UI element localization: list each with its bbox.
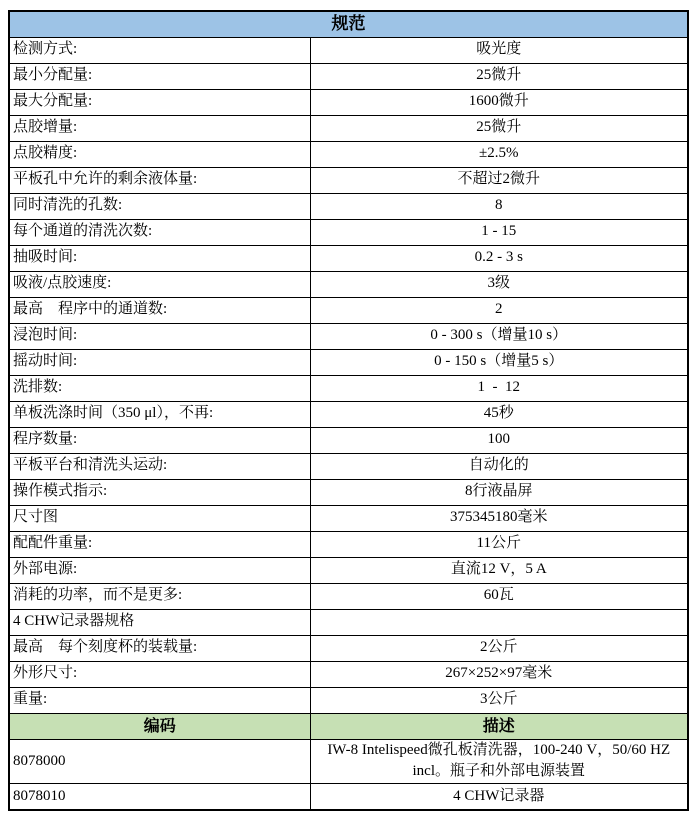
spec-label: 点胶精度: — [9, 141, 310, 167]
spec-label: 同时清洗的孔数: — [9, 193, 310, 219]
spec-value: 375345180毫米 — [310, 505, 688, 531]
spec-value: 吸光度 — [310, 37, 688, 63]
spec-value: 25微升 — [310, 63, 688, 89]
spec-value: 3公斤 — [310, 687, 688, 713]
spec-label: 操作模式指示: — [9, 479, 310, 505]
spec-row — [9, 505, 688, 531]
spec-value: 2 — [310, 297, 688, 323]
spec-row — [9, 271, 688, 297]
spec-label: 平板平台和清洗头运动: — [9, 453, 310, 479]
spec-row — [9, 323, 688, 349]
spec-value: 100 — [310, 427, 688, 453]
spec-row — [9, 557, 688, 583]
spec-label: 点胶增量: — [9, 115, 310, 141]
spec-label: 外形尺寸: — [9, 661, 310, 687]
spec-row — [9, 167, 688, 193]
spec-value: 0 - 150 s（增量5 s） — [310, 349, 688, 375]
spec-label: 浸泡时间: — [9, 323, 310, 349]
spec-label: 重量: — [9, 687, 310, 713]
spec-value: 不超过2微升 — [310, 167, 688, 193]
spec-rows-section — [9, 37, 688, 713]
spec-row — [9, 37, 688, 63]
code-row — [9, 784, 688, 811]
spec-label: 每个通道的清洗次数: — [9, 219, 310, 245]
spec-label: 尺寸图 — [9, 505, 310, 531]
spec-row — [9, 141, 688, 167]
spec-row — [9, 115, 688, 141]
spec-label: 最大分配量: — [9, 89, 310, 115]
spec-label: 4 CHW记录器规格 — [9, 609, 310, 635]
spec-label: 配配件重量: — [9, 531, 310, 557]
spec-value: 60瓦 — [310, 583, 688, 609]
spec-label: 外部电源: — [9, 557, 310, 583]
spec-value: 自动化的 — [310, 453, 688, 479]
spec-label: 程序数量: — [9, 427, 310, 453]
spec-table — [8, 10, 689, 811]
product-code: 8078010 — [9, 784, 310, 811]
spec-value: 8 — [310, 193, 688, 219]
spec-row — [9, 687, 688, 713]
spec-title-row — [9, 11, 688, 37]
spec-row — [9, 609, 688, 635]
spec-value — [310, 609, 688, 635]
spec-value: 2公斤 — [310, 635, 688, 661]
spec-value: 1 - 12 — [310, 375, 688, 401]
code-header-row — [9, 713, 688, 739]
spec-value: 45秒 — [310, 401, 688, 427]
spec-row — [9, 245, 688, 271]
code-rows-section — [9, 739, 688, 810]
spec-row — [9, 583, 688, 609]
spec-label: 最高 每个刻度杯的装载量: — [9, 635, 310, 661]
spec-label: 最小分配量: — [9, 63, 310, 89]
spec-value: 25微升 — [310, 115, 688, 141]
spec-row — [9, 375, 688, 401]
spec-label: 洗排数: — [9, 375, 310, 401]
spec-row — [9, 297, 688, 323]
code-row — [9, 739, 688, 784]
code-column-header: 编码 — [9, 713, 310, 739]
spec-label: 单板洗涤时间（350 μl），不再: — [9, 401, 310, 427]
spec-row — [9, 63, 688, 89]
product-code: 8078000 — [9, 739, 310, 784]
spec-value: 1600微升 — [310, 89, 688, 115]
spec-value: 0.2 - 3 s — [310, 245, 688, 271]
spec-label: 最高 程序中的通道数: — [9, 297, 310, 323]
spec-label: 吸液/点胶速度: — [9, 271, 310, 297]
product-description: IW-8 Intelispeed微孔板清洗器，100-240 V，50/60 HZ incl。瓶子和外部电源装置 — [310, 739, 688, 784]
description-column-header: 描述 — [310, 713, 688, 739]
spec-row — [9, 193, 688, 219]
spec-label: 摇动时间: — [9, 349, 310, 375]
spec-row — [9, 661, 688, 687]
spec-value: 直流12 V，5 A — [310, 557, 688, 583]
spec-value: 0 - 300 s（增量10 s） — [310, 323, 688, 349]
spec-value: 1 - 15 — [310, 219, 688, 245]
spec-row — [9, 479, 688, 505]
spec-row — [9, 349, 688, 375]
spec-row — [9, 531, 688, 557]
spec-label: 检测方式: — [9, 37, 310, 63]
spec-table-title: 规范 — [9, 11, 688, 37]
spec-value: 267×252×97毫米 — [310, 661, 688, 687]
spec-label: 消耗的功率，而不是更多: — [9, 583, 310, 609]
spec-row — [9, 401, 688, 427]
spec-row — [9, 89, 688, 115]
spec-row — [9, 427, 688, 453]
spec-row — [9, 635, 688, 661]
spec-label: 抽吸时间: — [9, 245, 310, 271]
spec-value: 11公斤 — [310, 531, 688, 557]
spec-value: ±2.5% — [310, 141, 688, 167]
spec-label: 平板孔中允许的剩余液体量: — [9, 167, 310, 193]
spec-row — [9, 219, 688, 245]
spec-value: 3级 — [310, 271, 688, 297]
spec-row — [9, 453, 688, 479]
product-description: 4 CHW记录器 — [310, 784, 688, 811]
spec-value: 8行液晶屏 — [310, 479, 688, 505]
